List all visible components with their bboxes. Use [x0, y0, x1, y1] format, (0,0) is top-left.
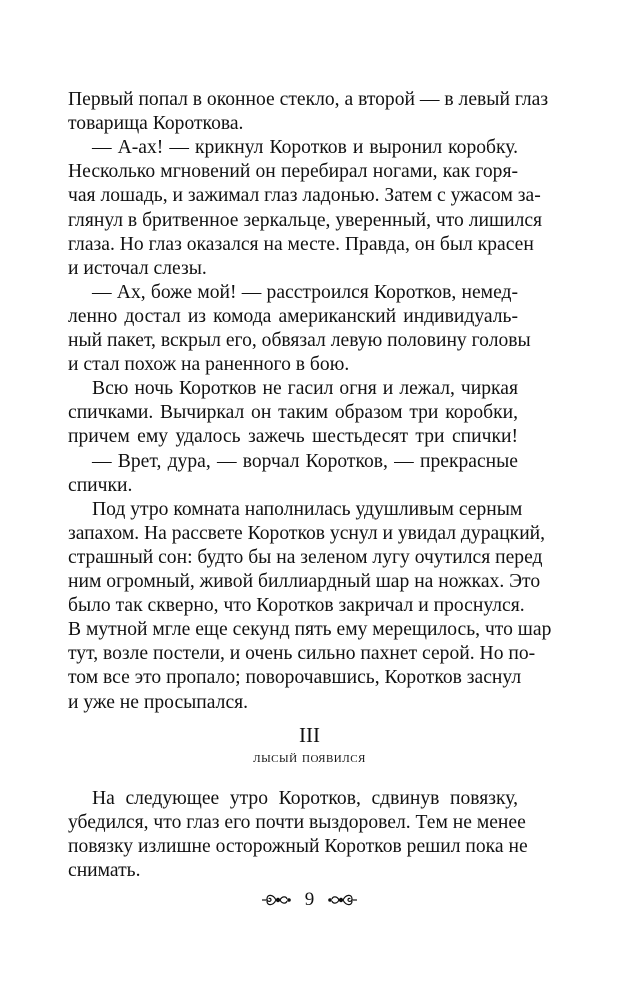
text-line: ный пакет, вскрыл его, обвязал левую половину головы	[68, 330, 531, 351]
chapter-title: лысый появился	[253, 749, 366, 766]
text-line: На следующее утро Коротков, сдвинув повязку,	[92, 788, 518, 809]
text-line: — А-ах! — крикнул Коротков и выронил коробку.	[92, 137, 518, 159]
text-line: и источал слезы.	[68, 257, 207, 279]
chapter-number: III	[299, 723, 320, 747]
ornament-left-icon	[261, 890, 291, 910]
ornament-right-icon	[328, 890, 358, 910]
text-line: товарища Короткова.	[68, 113, 244, 135]
page-number: 9	[304, 889, 315, 910]
text-line: было так скверно, что Коротков закричал и проснулся.	[68, 595, 525, 617]
text-line: убедился, что глаз его почти выздоровел. Тем не менее	[68, 812, 526, 834]
text-line: ним огромный, живой биллиардный шар на ножках. Это	[68, 571, 541, 592]
page-footer	[0, 885, 619, 915]
text-line: снимать.	[68, 860, 141, 882]
text-line: повязку излишне осторожный Коротков решил пока не	[68, 836, 528, 858]
text-line: глянул в бритвенное зеркальце, уверенный, что лишился	[68, 209, 543, 231]
text-line: и стал похож на раненного в бою.	[68, 354, 350, 376]
text-line: тут, возле постели, и очень сильно пахнет серой. Но по-	[68, 643, 536, 665]
text-line: причем ему удалось зажечь шестьдесят три спички!	[68, 426, 518, 448]
text-line: — Ах, боже мой! — расстроился Коротков, немед-	[92, 281, 518, 303]
text-line: глаза. Но глаз оказался на месте. Правда, он был красен	[68, 233, 534, 255]
text-line: Несколько мгновений он перебирал ногами, как горя-	[68, 161, 518, 183]
text-line: Первый попал в оконное стекло, а второй — в левый глаз	[68, 89, 549, 110]
text-line: В мутной мгле еще секунд пять ему мерещилось, что шар	[68, 619, 552, 641]
text-line: ленно достал из комода американский индивидуаль-	[68, 305, 518, 327]
text-line: и уже не просыпался.	[68, 691, 249, 713]
text-line: том все это пропало; поворочавшись, Коротков заснул	[68, 667, 522, 689]
text-line: спички.	[68, 474, 133, 496]
text-line: Под утро комната наполнилась удушливым серным	[92, 498, 523, 520]
text-line: Всю ночь Коротков не гасил огня и лежал, чиркая	[92, 378, 518, 400]
text-line: запахом. На рассвете Коротков уснул и увидал дурацкий,	[68, 522, 546, 544]
text-line: чая лошадь, и зажимал глаз ладонью. Затем с ужасом за-	[68, 185, 541, 207]
text-line: страшный сон: будто бы на зеленом лугу очутился перед	[68, 546, 543, 568]
text-line: спичками. Вычиркал он таким образом три коробки,	[68, 402, 518, 424]
text-line: — Врет, дура, — ворчал Коротков, — прекрасные	[92, 450, 518, 472]
